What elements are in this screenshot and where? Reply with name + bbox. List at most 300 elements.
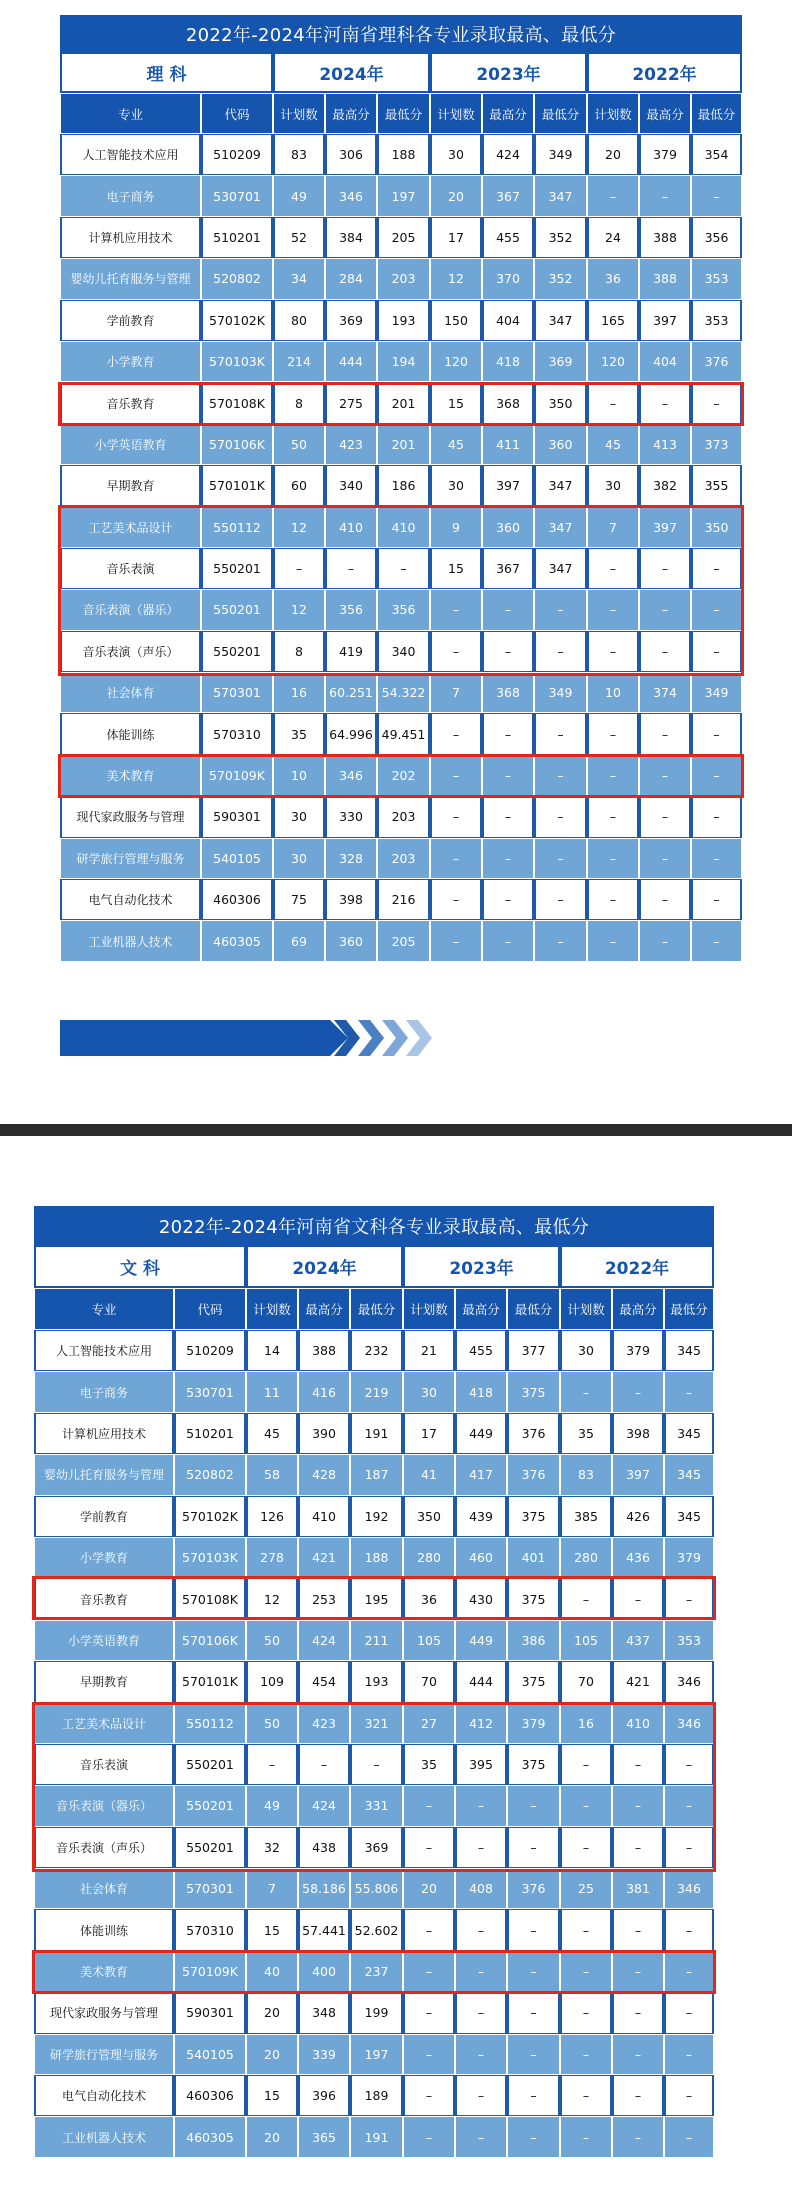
score-cell: 369: [534, 341, 587, 382]
score-cell: –: [455, 2075, 507, 2116]
score-cell: –: [455, 2116, 507, 2157]
score-cell: –: [587, 631, 639, 672]
score-cell: 14: [246, 1330, 298, 1371]
score-cell: 12: [273, 507, 325, 548]
column-header-min: 最低分: [534, 93, 587, 134]
table-row: [60, 920, 742, 961]
major-name-cell: 体能训练: [60, 713, 201, 754]
score-cell: –: [455, 1951, 507, 1992]
score-cell: 30: [430, 134, 482, 175]
major-code-cell: 550201: [201, 589, 273, 630]
table-row: [34, 1992, 714, 2033]
major-code-cell: 510209: [174, 1330, 246, 1371]
score-cell: –: [430, 796, 482, 837]
major-name-cell: 工艺美术品设计: [34, 1703, 174, 1744]
score-cell: 203: [377, 838, 430, 879]
score-cell: 356: [377, 589, 430, 630]
score-cell: 379: [507, 1703, 560, 1744]
liberal-category-label: 文 科: [34, 1245, 246, 1288]
major-name-cell: 音乐表演（声乐）: [34, 1827, 174, 1868]
score-cell: –: [403, 2116, 455, 2157]
score-cell: 57.441: [298, 1909, 350, 1950]
score-cell: 70: [560, 1661, 612, 1702]
score-cell: –: [455, 2034, 507, 2075]
table-row: [34, 1703, 714, 1744]
score-cell: –: [560, 2034, 612, 2075]
table-row: [34, 1744, 714, 1785]
score-cell: 191: [350, 2116, 403, 2157]
major-code-cell: 510209: [201, 134, 273, 175]
score-cell: –: [639, 589, 691, 630]
score-cell: 347: [534, 300, 587, 341]
score-cell: 41: [403, 1454, 455, 1495]
score-cell: 219: [350, 1371, 403, 1412]
table-row: [34, 1371, 714, 1412]
major-code-cell: 550201: [174, 1827, 246, 1868]
score-cell: 353: [691, 300, 742, 341]
score-cell: –: [560, 2116, 612, 2157]
score-cell: –: [691, 589, 742, 630]
major-code-cell: 550201: [174, 1744, 246, 1785]
score-cell: 455: [455, 1330, 507, 1371]
score-cell: –: [691, 879, 742, 920]
column-header-max: 最高分: [639, 93, 691, 134]
score-cell: –: [455, 1992, 507, 2033]
score-cell: 197: [350, 2034, 403, 2075]
score-cell: 15: [246, 1909, 298, 1950]
column-header-code: 代码: [174, 1288, 246, 1330]
major-name-cell: 电气自动化技术: [60, 879, 201, 920]
table-row: [60, 258, 742, 299]
chevron-right-icon: [334, 1020, 360, 1056]
major-code-cell: 550201: [174, 1785, 246, 1826]
score-cell: –: [455, 1909, 507, 1950]
liberal-table-body: [34, 1330, 714, 2158]
column-header-plan: 计划数: [273, 93, 325, 134]
score-cell: 201: [377, 382, 430, 423]
score-cell: 350: [534, 382, 587, 423]
score-cell: 45: [430, 424, 482, 465]
column-header-plan: 计划数: [430, 93, 482, 134]
score-cell: 20: [587, 134, 639, 175]
score-cell: 375: [507, 1578, 560, 1619]
major-name-cell: 体能训练: [34, 1909, 174, 1950]
score-cell: 9: [430, 507, 482, 548]
score-cell: 346: [664, 1703, 714, 1744]
score-cell: –: [587, 589, 639, 630]
score-cell: 165: [587, 300, 639, 341]
score-cell: 367: [482, 175, 534, 216]
score-cell: 10: [587, 672, 639, 713]
score-cell: 375: [507, 1744, 560, 1785]
score-cell: 331: [350, 1785, 403, 1826]
score-cell: –: [507, 2116, 560, 2157]
table-row: [60, 300, 742, 341]
major-name-cell: 工艺美术品设计: [60, 507, 201, 548]
score-cell: –: [691, 920, 742, 961]
score-cell: –: [560, 1371, 612, 1412]
liberal-year-2022: 2022年: [560, 1245, 714, 1288]
major-name-cell: 现代家政服务与管理: [34, 1992, 174, 2033]
major-code-cell: 570106K: [174, 1620, 246, 1661]
score-cell: –: [377, 548, 430, 589]
score-cell: 36: [587, 258, 639, 299]
score-cell: 449: [455, 1413, 507, 1454]
science-table-title: 2022年-2024年河南省理科各专业录取最高、最低分: [60, 15, 742, 52]
score-cell: 55.806: [350, 1868, 403, 1909]
column-header-max: 最高分: [298, 1288, 350, 1330]
score-cell: –: [534, 838, 587, 879]
score-cell: –: [664, 2116, 714, 2157]
major-name-cell: 音乐表演（器乐）: [60, 589, 201, 630]
arrow-banner: [60, 1020, 330, 1056]
score-cell: 17: [403, 1413, 455, 1454]
score-cell: –: [612, 1909, 664, 1950]
column-header-plan: 计划数: [246, 1288, 298, 1330]
score-cell: 195: [350, 1578, 403, 1619]
column-header-plan: 计划数: [560, 1288, 612, 1330]
score-cell: 384: [325, 217, 377, 258]
major-name-cell: 人工智能技术应用: [60, 134, 201, 175]
score-cell: 30: [403, 1371, 455, 1412]
score-cell: –: [482, 631, 534, 672]
table-row: [34, 1661, 714, 1702]
score-cell: –: [639, 755, 691, 796]
table-row: [60, 879, 742, 920]
score-cell: 410: [377, 507, 430, 548]
score-cell: 376: [507, 1413, 560, 1454]
score-cell: –: [507, 2034, 560, 2075]
major-name-cell: 人工智能技术应用: [34, 1330, 174, 1371]
score-cell: 187: [350, 1454, 403, 1495]
major-name-cell: 工业机器人技术: [60, 920, 201, 961]
score-cell: –: [482, 920, 534, 961]
chevron-right-icon: [358, 1020, 384, 1056]
score-cell: 192: [350, 1496, 403, 1537]
score-cell: 355: [691, 465, 742, 506]
major-code-cell: 550112: [174, 1703, 246, 1744]
score-cell: 374: [639, 672, 691, 713]
major-code-cell: 460306: [174, 2075, 246, 2116]
score-cell: 7: [587, 507, 639, 548]
score-cell: –: [455, 1827, 507, 1868]
score-cell: –: [612, 1371, 664, 1412]
score-cell: –: [612, 1827, 664, 1868]
score-cell: 7: [246, 1868, 298, 1909]
score-cell: 369: [350, 1827, 403, 1868]
score-cell: –: [560, 1992, 612, 2033]
score-cell: –: [534, 879, 587, 920]
score-cell: 7: [430, 672, 482, 713]
score-cell: 356: [325, 589, 377, 630]
score-cell: 120: [430, 341, 482, 382]
table-row: [60, 341, 742, 382]
score-cell: 69: [273, 920, 325, 961]
score-cell: 83: [273, 134, 325, 175]
table-row: [34, 2034, 714, 2075]
table-row: [60, 838, 742, 879]
liberal-year-2023: 2023年: [403, 1245, 560, 1288]
score-cell: –: [612, 2116, 664, 2157]
table-row: [34, 1951, 714, 1992]
table-row: [34, 2116, 714, 2157]
score-cell: 340: [325, 465, 377, 506]
score-cell: –: [560, 2075, 612, 2116]
score-cell: –: [691, 713, 742, 754]
score-cell: 421: [298, 1537, 350, 1578]
score-cell: 126: [246, 1496, 298, 1537]
score-cell: –: [664, 1371, 714, 1412]
score-cell: 30: [273, 796, 325, 837]
major-code-cell: 520802: [201, 258, 273, 299]
score-cell: 404: [639, 341, 691, 382]
score-cell: –: [403, 1992, 455, 2033]
score-cell: 105: [403, 1620, 455, 1661]
score-cell: –: [403, 2075, 455, 2116]
score-cell: 40: [246, 1951, 298, 1992]
score-cell: –: [534, 713, 587, 754]
score-cell: 367: [482, 548, 534, 589]
score-cell: 376: [691, 341, 742, 382]
score-cell: 49: [273, 175, 325, 216]
column-header-max: 最高分: [325, 93, 377, 134]
table-row: [60, 134, 742, 175]
major-code-cell: 570101K: [201, 465, 273, 506]
chevron-right-icon: [382, 1020, 408, 1056]
score-cell: 16: [273, 672, 325, 713]
score-cell: 398: [612, 1413, 664, 1454]
score-cell: 35: [403, 1744, 455, 1785]
score-cell: 413: [639, 424, 691, 465]
table-row: [34, 1413, 714, 1454]
score-cell: 328: [325, 838, 377, 879]
score-cell: 205: [377, 920, 430, 961]
major-code-cell: 460305: [174, 2116, 246, 2157]
score-cell: –: [612, 1744, 664, 1785]
major-code-cell: 590301: [201, 796, 273, 837]
score-cell: 20: [403, 1868, 455, 1909]
score-cell: 345: [664, 1413, 714, 1454]
score-cell: 410: [612, 1703, 664, 1744]
major-code-cell: 520802: [174, 1454, 246, 1495]
score-cell: 353: [691, 258, 742, 299]
score-cell: 214: [273, 341, 325, 382]
table-row: [60, 796, 742, 837]
major-code-cell: 570102K: [201, 300, 273, 341]
score-cell: 345: [664, 1454, 714, 1495]
score-cell: 438: [298, 1827, 350, 1868]
science-year-2022: 2022年: [587, 52, 742, 93]
table-row: [34, 1454, 714, 1495]
score-cell: 375: [507, 1661, 560, 1702]
score-cell: 54.322: [377, 672, 430, 713]
score-cell: –: [587, 879, 639, 920]
score-cell: –: [325, 548, 377, 589]
score-cell: –: [430, 879, 482, 920]
score-cell: 203: [377, 258, 430, 299]
major-code-cell: 570109K: [174, 1951, 246, 1992]
major-name-cell: 电子商务: [34, 1371, 174, 1412]
score-cell: 401: [507, 1537, 560, 1578]
score-cell: 350: [403, 1496, 455, 1537]
score-cell: 150: [430, 300, 482, 341]
score-cell: 49: [246, 1785, 298, 1826]
score-cell: 12: [430, 258, 482, 299]
score-cell: 253: [298, 1578, 350, 1619]
score-cell: –: [560, 1909, 612, 1950]
score-cell: 20: [430, 175, 482, 216]
score-cell: 424: [298, 1620, 350, 1661]
score-cell: 21: [403, 1330, 455, 1371]
major-code-cell: 550112: [201, 507, 273, 548]
score-cell: –: [664, 1827, 714, 1868]
major-name-cell: 美术教育: [60, 755, 201, 796]
score-cell: 418: [482, 341, 534, 382]
score-cell: –: [639, 920, 691, 961]
major-code-cell: 460305: [201, 920, 273, 961]
score-cell: 385: [560, 1496, 612, 1537]
score-cell: 368: [482, 382, 534, 423]
column-header-major: 专业: [34, 1288, 174, 1330]
score-cell: –: [403, 1827, 455, 1868]
score-cell: 35: [560, 1413, 612, 1454]
score-cell: –: [612, 1785, 664, 1826]
score-cell: 379: [639, 134, 691, 175]
score-cell: 437: [612, 1620, 664, 1661]
score-cell: –: [639, 631, 691, 672]
score-cell: 120: [587, 341, 639, 382]
score-cell: 16: [560, 1703, 612, 1744]
column-header-code: 代码: [201, 93, 273, 134]
score-cell: 345: [664, 1330, 714, 1371]
score-cell: 376: [507, 1868, 560, 1909]
score-cell: 83: [560, 1454, 612, 1495]
score-cell: 454: [298, 1661, 350, 1702]
score-cell: 423: [325, 424, 377, 465]
score-cell: –: [664, 1992, 714, 2033]
score-cell: –: [664, 1578, 714, 1619]
major-name-cell: 学前教育: [60, 300, 201, 341]
score-cell: –: [430, 631, 482, 672]
score-cell: –: [507, 1951, 560, 1992]
score-cell: –: [664, 1785, 714, 1826]
major-name-cell: 音乐表演: [60, 548, 201, 589]
score-cell: –: [403, 1785, 455, 1826]
score-cell: –: [664, 1951, 714, 1992]
score-cell: 24: [587, 217, 639, 258]
score-cell: –: [587, 175, 639, 216]
score-cell: 346: [664, 1661, 714, 1702]
table-row: [60, 755, 742, 796]
score-cell: –: [691, 838, 742, 879]
table-row: [34, 1496, 714, 1537]
score-cell: 444: [455, 1661, 507, 1702]
score-cell: –: [639, 548, 691, 589]
score-cell: –: [534, 920, 587, 961]
score-cell: 188: [377, 134, 430, 175]
score-cell: 284: [325, 258, 377, 299]
score-cell: 30: [430, 465, 482, 506]
score-cell: –: [639, 382, 691, 423]
score-cell: 15: [430, 548, 482, 589]
column-header-min: 最低分: [691, 93, 742, 134]
score-cell: 386: [507, 1620, 560, 1661]
score-cell: –: [273, 548, 325, 589]
score-cell: 398: [325, 879, 377, 920]
score-cell: –: [246, 1744, 298, 1785]
score-cell: 396: [298, 2075, 350, 2116]
major-name-cell: 学前教育: [34, 1496, 174, 1537]
score-cell: 58.186: [298, 1868, 350, 1909]
score-cell: 52.602: [350, 1909, 403, 1950]
score-cell: –: [430, 755, 482, 796]
score-cell: 30: [560, 1330, 612, 1371]
major-name-cell: 研学旅行管理与服务: [34, 2034, 174, 2075]
score-cell: 80: [273, 300, 325, 341]
score-cell: 347: [534, 548, 587, 589]
major-code-cell: 570108K: [174, 1578, 246, 1619]
score-cell: –: [639, 175, 691, 216]
score-cell: 216: [377, 879, 430, 920]
score-cell: 20: [246, 2034, 298, 2075]
column-header-plan: 计划数: [403, 1288, 455, 1330]
score-cell: 105: [560, 1620, 612, 1661]
table-row: [34, 1785, 714, 1826]
score-cell: –: [507, 1827, 560, 1868]
score-cell: 360: [482, 507, 534, 548]
score-cell: 17: [430, 217, 482, 258]
score-cell: 275: [325, 382, 377, 423]
score-cell: 189: [350, 2075, 403, 2116]
score-cell: 388: [639, 217, 691, 258]
score-cell: 191: [350, 1413, 403, 1454]
score-cell: 35: [273, 713, 325, 754]
major-code-cell: 570301: [201, 672, 273, 713]
table-row: [60, 631, 742, 672]
score-cell: –: [691, 548, 742, 589]
table-row: [60, 465, 742, 506]
score-cell: 373: [691, 424, 742, 465]
score-cell: –: [587, 382, 639, 423]
score-cell: 34: [273, 258, 325, 299]
score-cell: 423: [298, 1703, 350, 1744]
major-code-cell: 570106K: [201, 424, 273, 465]
score-cell: –: [587, 920, 639, 961]
score-cell: 397: [639, 507, 691, 548]
score-cell: 424: [298, 1785, 350, 1826]
major-name-cell: 婴幼儿托育服务与管理: [60, 258, 201, 299]
table-row: [60, 589, 742, 630]
score-cell: –: [507, 1992, 560, 2033]
major-name-cell: 小学英语教育: [34, 1620, 174, 1661]
score-cell: 237: [350, 1951, 403, 1992]
major-code-cell: 540105: [201, 838, 273, 879]
score-cell: 203: [377, 796, 430, 837]
major-name-cell: 电气自动化技术: [34, 2075, 174, 2116]
major-name-cell: 研学旅行管理与服务: [60, 838, 201, 879]
score-cell: 353: [664, 1620, 714, 1661]
score-cell: 345: [664, 1496, 714, 1537]
score-cell: –: [612, 1951, 664, 1992]
score-cell: 411: [482, 424, 534, 465]
score-cell: –: [534, 589, 587, 630]
score-cell: –: [482, 796, 534, 837]
score-cell: 360: [534, 424, 587, 465]
score-cell: 416: [298, 1371, 350, 1412]
score-cell: 45: [587, 424, 639, 465]
science-year-2024: 2024年: [273, 52, 430, 93]
major-name-cell: 计算机应用技术: [60, 217, 201, 258]
